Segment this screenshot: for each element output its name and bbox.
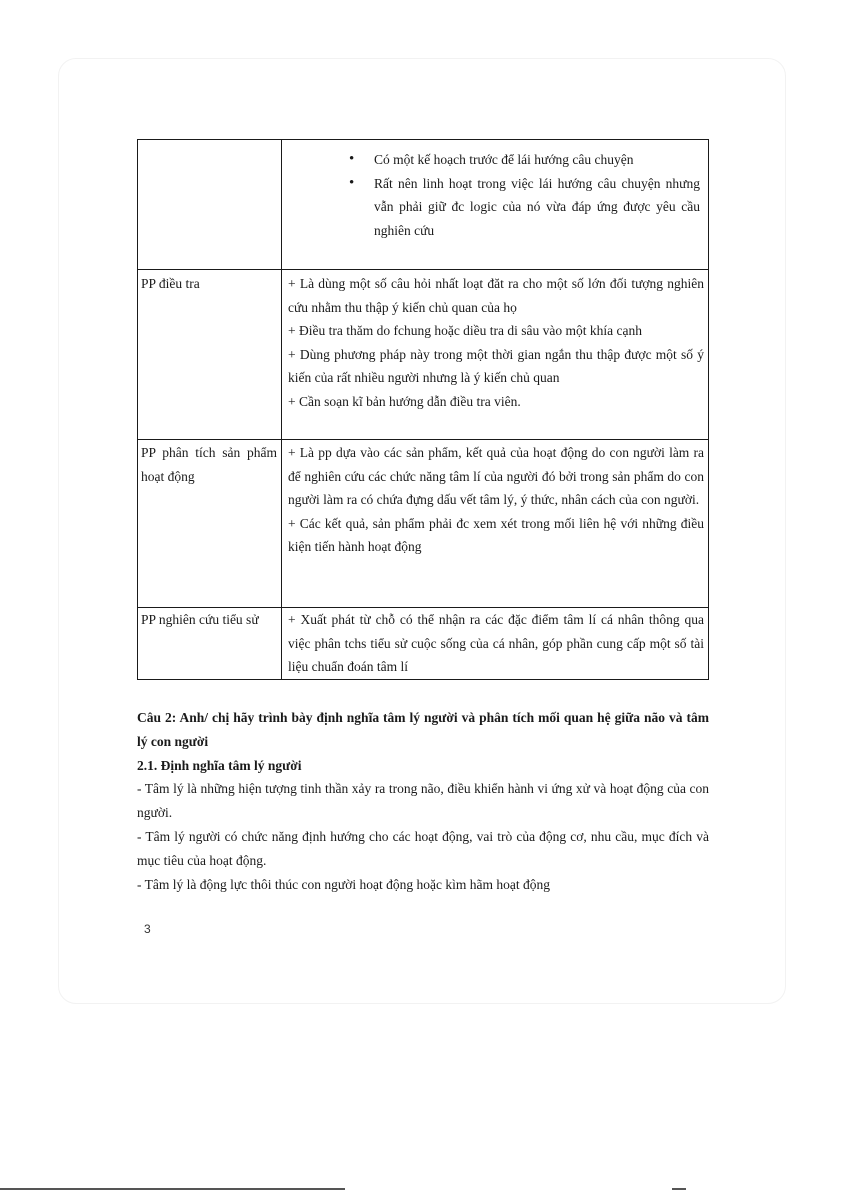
list-item: • Rất nên linh hoạt trong việc lái hướng câu chuyện nhưng vẫn phải giữ đc logic của nó vừa đáp ứng được yêu cầu nghiên cứu [374,172,700,243]
section-subheading: 2.1. Định nghĩa tâm lý người [137,757,302,773]
bullet-list [288,148,704,242]
paragraph: - Tâm lý là động lực thôi thúc con người hoạt động hoặc kìm hãm hoạt động [137,876,550,892]
method-description-cell [282,608,709,680]
method-name-cell [138,270,282,440]
description-line: + Điều tra thăm do fchung hoặc diều tra di sâu vào một khía cạnh [288,323,643,339]
table-row [138,440,709,608]
paragraph: - Tâm lý người có chức năng định hướng cho các hoạt động, vai trò của động cơ, nhu cầu, mục đích và mục tiêu của hoạt động. [137,828,709,868]
bottom-divider [0,1188,345,1190]
question-heading: Câu 2: Anh/ chị hãy trình bày định nghĩa tâm lý người và phân tích mối quan hệ giữa não và tâm lý con người [137,710,709,749]
question-section [137,706,709,896]
method-description-cell [282,440,709,608]
description-line: + Dùng phương pháp này trong một thời gian ngắn thu thập được một số ý kiến của rất nhiều người nhưng là ý kiến chủ quan [288,346,704,386]
method-name-cell [138,440,282,608]
table-row [138,140,709,270]
method-name: PP điều tra [141,276,200,291]
research-methods-table [137,139,709,680]
bottom-mark [672,1188,686,1190]
description-line: + Xuất phát từ chỗ có thể nhận ra các đặc điểm tâm lí cá nhân thông qua việc phân tchs tiểu sử cuộc sống của cá nhân, góp phần cung cấp một số tài liệu chuẩn đoán tâm lí [288,612,704,675]
table-row [138,608,709,680]
method-name-cell [138,140,282,270]
description-line: + Cần soạn kĩ bản hướng dẫn điều tra viên. [288,393,521,409]
method-name: PP nghiên cứu tiểu sử [141,612,259,627]
method-name-cell [138,608,282,680]
method-description-cell [282,140,709,270]
description-line: + Là pp dựa vào các sản phẩm, kết quả của hoạt động do con người làm ra để nghiên cứu các chức năng tâm lí của người đó bởi trong sản phẩm do con người làm ra có chứa đựng dấu vết tâm lý, ý thức, nhân cách của con người. [288,445,704,508]
method-description-cell [282,270,709,440]
paragraph: - Tâm lý là những hiện tượng tinh thần xảy ra trong não, điều khiển hành vi ứng xử và hoạt động của con người. [137,781,709,821]
page-number: 3 [144,922,151,936]
method-name: PP phân tích sản phẩm hoạt động [141,445,277,484]
list-item: • Có một kế hoạch trước để lái hướng câu chuyện [374,148,700,172]
table-row [138,270,709,440]
description-line: + Là dùng một số câu hỏi nhất loạt đăt ra cho một số lớn đối tượng nghiên cứu nhằm thu thập ý kiến chủ quan của họ [288,276,704,315]
description-line: + Các kết quả, sản phẩm phải đc xem xét trong mối liên hệ với những điều kiện tiến hành hoạt động [288,515,704,555]
